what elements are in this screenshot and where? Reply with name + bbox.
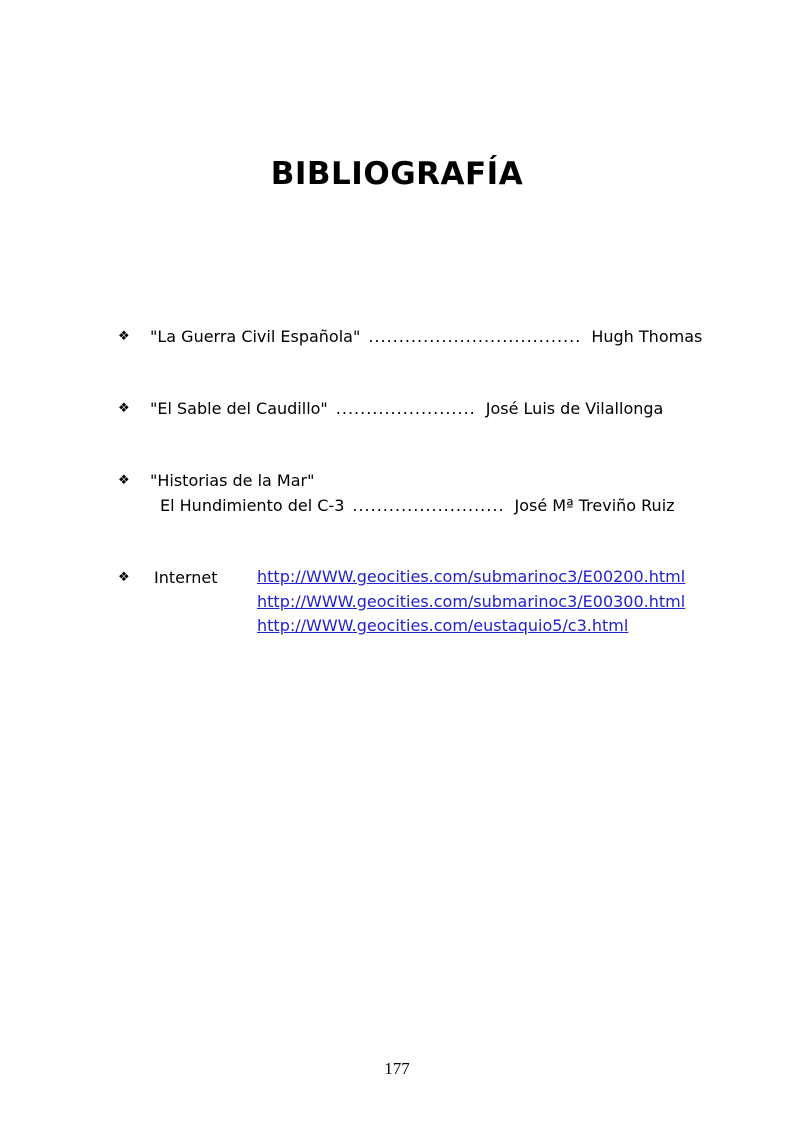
entry-line	[150, 396, 734, 421]
entry-body	[150, 324, 734, 349]
entry-author: Hugh Thomas	[591, 327, 703, 346]
bibliography-entry	[118, 468, 734, 518]
entry-title: "Historias de la Mar"	[150, 471, 315, 490]
diamond-bullet-icon: ❖	[118, 473, 130, 488]
dot-leader: .......................	[335, 399, 476, 418]
diamond-bullet-icon: ❖	[118, 329, 130, 344]
entry-author: José Mª Treviño Ruiz	[514, 496, 675, 515]
entry-body	[150, 396, 734, 421]
dot-leader: ...................................	[368, 327, 582, 346]
entry-author: José Luis de Vilallonga	[485, 399, 664, 418]
diamond-bullet-icon: ❖	[118, 401, 130, 416]
hyperlink-geocities-e00200[interactable]: http://WWW.geocities.com/submarinoc3/E00200.html	[257, 567, 686, 586]
entry-line	[150, 324, 734, 349]
bibliography-entry	[118, 396, 734, 421]
entry-line	[150, 493, 734, 518]
page-title: BIBLIOGRAFÍA	[270, 156, 524, 192]
hyperlink-geocities-eustaquio5[interactable]: http://WWW.geocities.com/eustaquio5/c3.html	[257, 616, 629, 635]
internet-label: Internet	[154, 568, 218, 587]
bibliography-entry-internet	[118, 565, 734, 639]
entry-title: "La Guerra Civil Española"	[150, 327, 361, 346]
entry-subtitle: El Hundimiento del C-3	[160, 496, 345, 515]
entry-body	[150, 468, 734, 518]
bibliography-entry	[118, 324, 734, 349]
page-number: 177	[384, 1059, 410, 1078]
diamond-bullet-icon: ❖	[118, 570, 130, 585]
hyperlink-geocities-e00300[interactable]: http://WWW.geocities.com/submarinoc3/E00300.html	[257, 591, 686, 611]
dot-leader: .........................	[352, 496, 505, 515]
link-list	[257, 565, 685, 639]
entry-line	[150, 468, 734, 493]
entry-title: "El Sable del Caudillo"	[150, 399, 328, 418]
